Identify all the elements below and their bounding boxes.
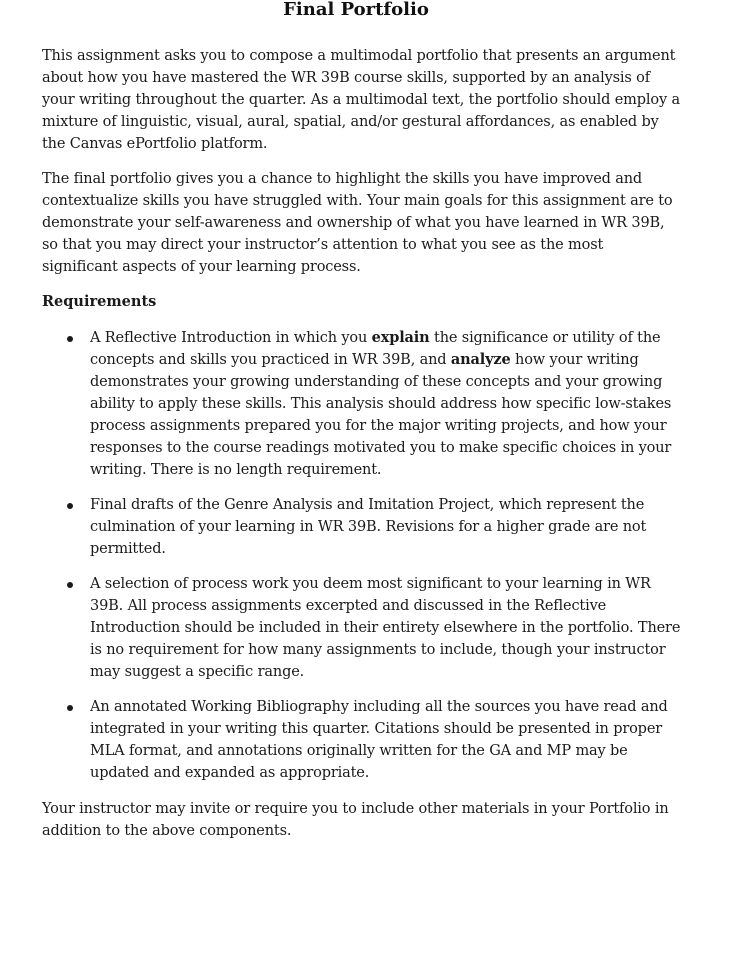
requirement-reflective-introduction — [42, 327, 682, 481]
requirements-heading: Requirements — [42, 293, 157, 310]
requirement-process-work — [42, 573, 682, 683]
bullet-icon — [67, 705, 73, 711]
requirement-bibliography — [42, 696, 682, 784]
bullet-icon — [67, 582, 73, 588]
requirement-text: the significance or utility of the concepts and skills you practiced in WR 39B, and — [90, 330, 661, 368]
bullet-icon — [67, 503, 73, 509]
goals-paragraph: The final portfolio gives you a chance to highlight the skills you have improved and contextualize skills you have struggled with. Your main goals for this assignment are to demonstrate your self-awareness and ownership of what you have learned in WR 39B, so that you may direct your instructor’s attention to what you see as the most significant aspects of your learning process. — [42, 171, 673, 275]
requirement-text: A selection of process work you deem most significant to your learning in WR 39B. All process assignments excerpted and discussed in the Reflective Introduction should be included in their entirety elsewhere in the portfolio. There is no requirement for how many assignments to include, though your instructor may suggest a specific range. — [90, 576, 681, 680]
requirement-final-drafts — [42, 494, 682, 560]
bullet-icon — [67, 336, 73, 342]
requirement-text: A Reflective Introduction in which you — [90, 330, 372, 346]
requirement-text: Final drafts of the Genre Analysis and Imitation Project, which represent the culmination of your learning in WR 39B. Revisions for a higher grade are not permitted. — [90, 497, 647, 557]
intro-paragraph: This assignment asks you to compose a multimodal portfolio that presents an argument about how you have mastered the WR 39B course skills, supported by an analysis of your writing throughout the quarter. As a multimodal text, the portfolio should employ a mixture of linguistic, visual, aural, spatial, and/or gestural affordances, as enabled by the Canvas ePortfolio platform. — [42, 48, 680, 152]
requirement-text: how your writing demonstrates your growing understanding of these concepts and your growing ability to apply these skills. This analysis should address how specific low-stakes process assignments prepared you for the major writing projects, and how your responses to the course readings motivated you to make specific choices in your writing. There is no length requirement. — [90, 352, 672, 478]
page-title: Final Portfolio — [283, 0, 429, 20]
emphasis-explain: explain — [371, 329, 430, 346]
requirement-text: An annotated Working Bibliography including all the sources you have read and integrated in your writing this quarter. Citations should be presented in proper MLA format, and annotations originally written for the GA and MP may be updated and expanded as appropriate. — [90, 699, 668, 781]
emphasis-analyze: analyze — [450, 351, 511, 368]
closing-paragraph: Your instructor may invite or require you to include other materials in your Portfolio in addition to the above components. — [42, 801, 669, 839]
requirements-list — [42, 327, 682, 797]
